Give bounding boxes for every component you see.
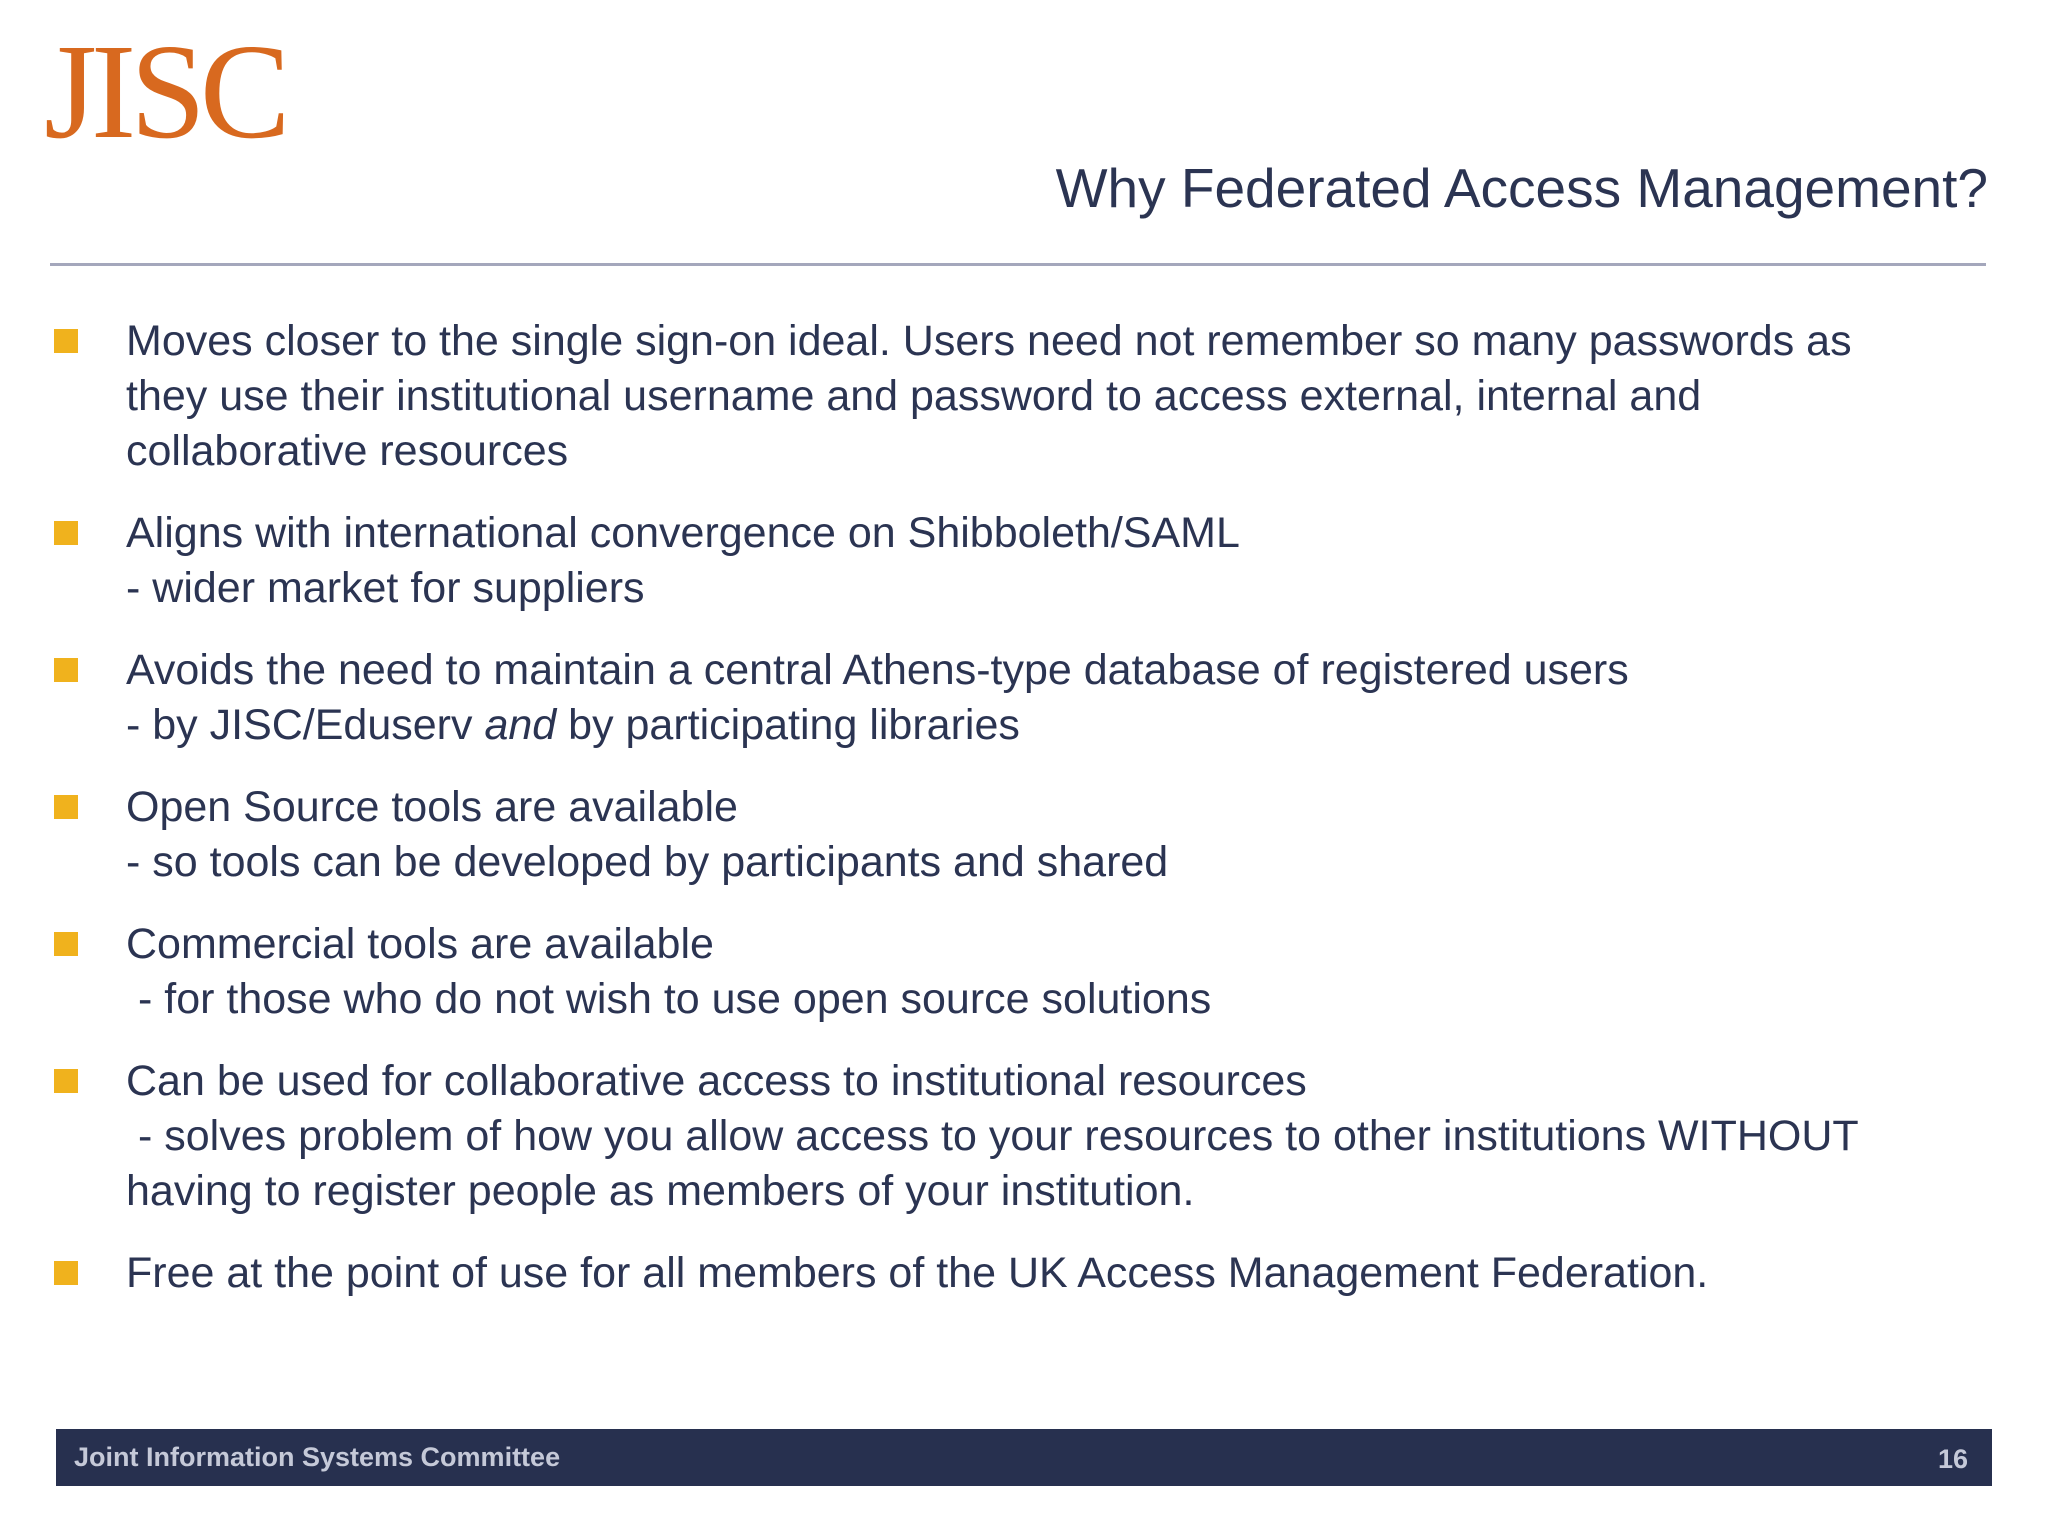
square-bullet-icon <box>54 795 78 819</box>
slide-title: Why Federated Access Management? <box>1055 157 1988 219</box>
jisc-logo: JISC <box>44 17 285 167</box>
footer-organization: Joint Information Systems Committee <box>74 1442 561 1472</box>
bullet-subtext: - so tools can be developed by participants and shared <box>126 838 1169 886</box>
bullet-text: Free at the point of use for all members of the UK Access Management Federation. <box>126 1249 1709 1297</box>
bullet-subtext <box>126 698 1990 753</box>
bullet-text: they use their institutional username and password to access external, internal and <box>126 372 1702 420</box>
bullet-text: Commercial tools are available <box>126 920 714 968</box>
bullet-text: collaborative resources <box>126 427 569 475</box>
bullet-subtext-post: by participating libraries <box>556 701 1020 749</box>
page-number: 16 <box>1937 1444 1968 1474</box>
square-bullet-icon <box>54 521 78 545</box>
bullet-item <box>50 1054 1990 1219</box>
bullet-subtext: - solves problem of how you allow access to your resources to other institutions WITHOUT <box>138 1112 1859 1160</box>
bullet-item <box>50 314 1990 479</box>
footer-bar <box>56 1429 1992 1486</box>
bullet-text: Moves closer to the single sign-on ideal. Users need not remember so many passwords as <box>126 317 1852 365</box>
bullet-item <box>50 1246 1990 1301</box>
bullet-subtext: - wider market for suppliers <box>126 564 645 612</box>
bullet-text: Avoids the need to maintain a central Athens-type database of registered users <box>126 646 1629 694</box>
square-bullet-icon <box>54 932 78 956</box>
square-bullet-icon <box>54 1069 78 1093</box>
square-bullet-icon <box>54 658 78 682</box>
title-divider <box>50 263 1986 266</box>
bullet-item <box>50 917 1990 1027</box>
bullet-subtext-emphasis: and <box>484 701 557 749</box>
bullet-item <box>50 780 1990 890</box>
square-bullet-icon <box>54 329 78 353</box>
bullet-subtext-pre: - by JISC/Eduserv <box>126 701 485 749</box>
square-bullet-icon <box>54 1261 78 1285</box>
bullet-list <box>50 314 1990 1328</box>
bullet-subtext: having to register people as members of your institution. <box>126 1167 1195 1215</box>
bullet-text: Can be used for collaborative access to institutional resources <box>126 1057 1307 1105</box>
bullet-subtext: - for those who do not wish to use open source solutions <box>138 975 1212 1023</box>
bullet-text: Aligns with international convergence on Shibboleth/SAML <box>126 509 1240 557</box>
bullet-item <box>50 506 1990 616</box>
bullet-item <box>50 643 1990 753</box>
bullet-text: Open Source tools are available <box>126 783 738 831</box>
